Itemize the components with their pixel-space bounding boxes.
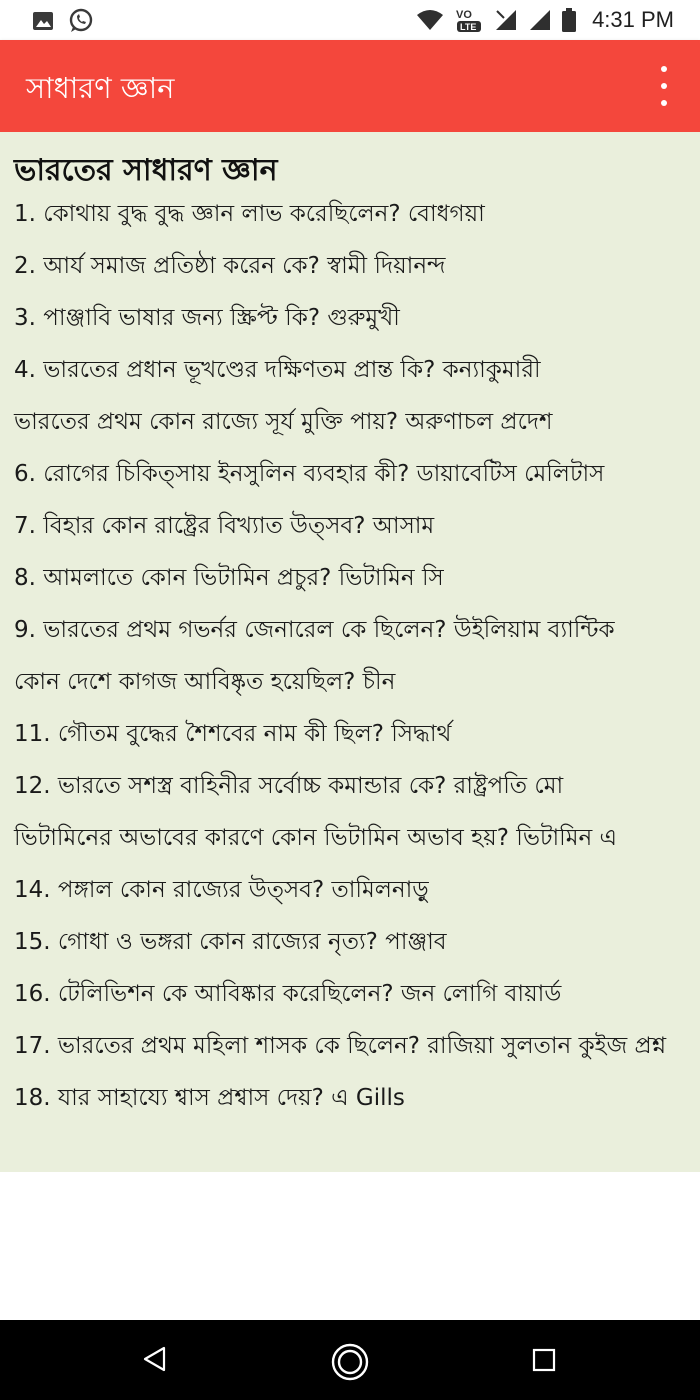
list-item: কোন দেশে কাগজ আবিষ্কৃত হয়েছিল? চীন [14, 669, 396, 695]
list-item: 2. আর্য সমাজ প্রতিষ্ঠা করেন কে? স্বামী দিয়ানন্দ [14, 253, 446, 279]
question-list [14, 200, 688, 1136]
list-item: 1. কোথায় বুদ্ধ বুদ্ধ জ্ঞান লাভ করেছিলেন? বোধগয়া [14, 201, 485, 227]
status-time: 4:31 PM [592, 7, 674, 32]
signal-icon [494, 8, 518, 32]
svg-text:VO: VO [456, 9, 472, 21]
status-bar [0, 0, 700, 40]
signal-icon [528, 8, 552, 32]
more-vert-icon[interactable] [650, 66, 678, 106]
list-item: 6. রোগের চিকিত্সায় ইনসুলিন ব্যবহার কী? ডায়াবেটিস মেলিটাস [14, 461, 605, 487]
image-icon [32, 10, 54, 32]
list-item: 18. যার সাহায্যে শ্বাস প্রশ্বাস দেয়? এ Gills [14, 1085, 405, 1111]
content-area[interactable] [0, 132, 700, 1172]
list-item: 14. পঙ্গাল কোন রাজ্যের উত্সব? তামিলনাড়ু [14, 877, 429, 903]
list-item: ভিটামিনের অভাবের কারণে কোন ভিটামিন অভাব হয়? ভিটামিন এ [14, 825, 618, 851]
list-item: 4. ভারতের প্রধান ভূখণ্ডের দক্ষিণতম প্রান্ত কি? কন্যাকুমারী [14, 357, 541, 383]
list-item: 9. ভারতের প্রথম গভর্নর জেনারেল কে ছিলেন? উইলিয়াম ব্যান্টিক [14, 617, 615, 643]
volte-icon [454, 6, 484, 34]
notification-icons [32, 8, 94, 34]
app-bar [0, 40, 700, 132]
list-item: ভারতের প্রথম কোন রাজ্যে সূর্য মুক্তি পায়? অরুণাচল প্রদেশ [14, 409, 553, 435]
app-title: সাধারণ জ্ঞান [26, 71, 175, 105]
list-item: 3. পাঞ্জাবি ভাষার জন্য স্ক্রিপ্ট কি? গুরুমুখী [14, 305, 400, 331]
navigation-bar [0, 1320, 700, 1400]
recent-apps-icon[interactable] [532, 1348, 556, 1372]
content-heading: ভারতের সাধারণ জ্ঞান [14, 153, 278, 188]
list-item: 7. বিহার কোন রাষ্ট্রের বিখ্যাত উত্সব? আসাম [14, 513, 435, 539]
system-icons [416, 6, 674, 34]
list-item: 17. ভারতের প্রথম মহিলা শাসক কে ছিলেন? রাজিয়া সুলতান কুইজ প্রশ্ন [14, 1033, 667, 1059]
list-item: 12. ভারতে সশস্ত্র বাহিনীর সর্বোচ্চ কমান্ডার কে? রাষ্ট্রপতি মো [14, 773, 564, 799]
wifi-icon [416, 9, 444, 31]
list-item: 11. গৌতম বুদ্ধের শৈশবের নাম কী ছিল? সিদ্ধার্থ [14, 721, 452, 747]
svg-text:LTE: LTE [460, 22, 477, 32]
list-item: 16. টেলিভিশন কে আবিষ্কার করেছিলেন? জন লোগি বায়ার্ড [14, 981, 562, 1007]
list-item: 8. আমলাতে কোন ভিটামিন প্রচুর? ভিটামিন সি [14, 565, 444, 591]
back-icon[interactable] [140, 1344, 170, 1374]
whatsapp-icon [68, 8, 94, 34]
home-icon[interactable] [330, 1342, 370, 1382]
battery-icon [562, 8, 576, 32]
list-item: 15. গোধা ও ভঙ্গরা কোন রাজ্যের নৃত্য? পাঞ্জাব [14, 929, 447, 955]
